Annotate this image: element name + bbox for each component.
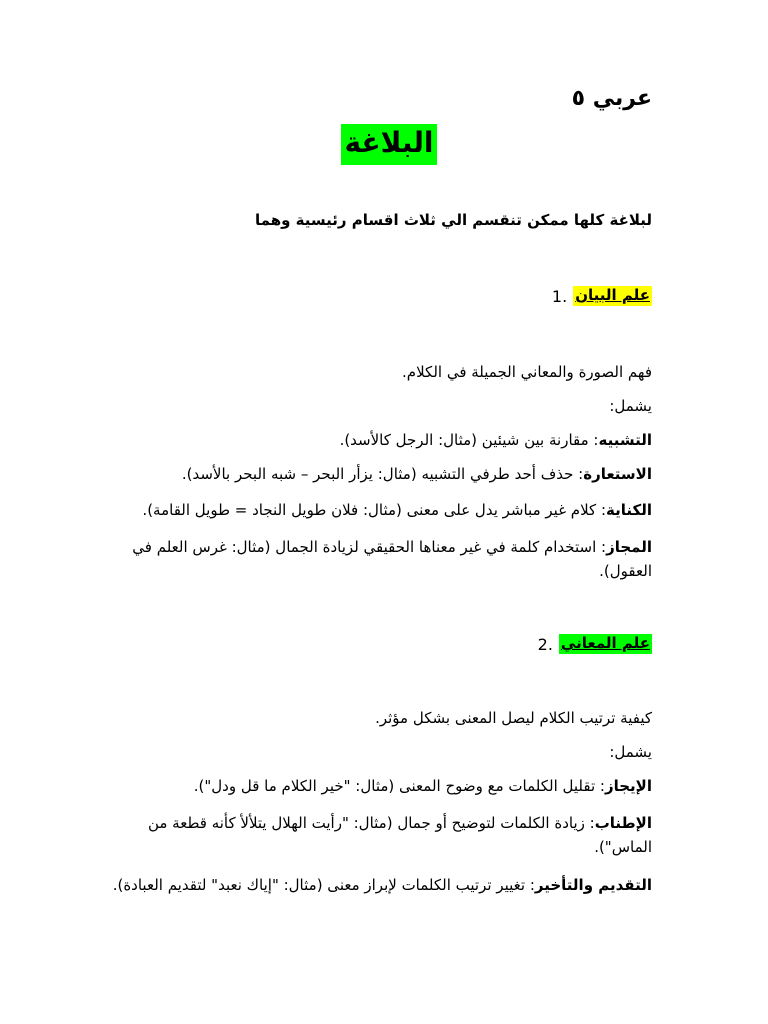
- section-1-item: [112, 535, 652, 583]
- item-term: الكناية: [606, 501, 652, 519]
- item-term: المجاز: [606, 538, 652, 556]
- section-1-item: [112, 498, 652, 522]
- section-2-item: [112, 873, 652, 897]
- item-text: : زيادة الكلمات لتوضيح أو جمال (مثال: "رأيت الهلال يتلألأ كأنه قطعة من الماس").: [147, 814, 652, 856]
- item-term: الاستعارة: [583, 465, 652, 483]
- item-term: التشبيه: [598, 431, 652, 449]
- course-label: عربي ٥: [571, 86, 652, 111]
- section-2-item: [112, 811, 652, 859]
- section-1-item: [112, 428, 652, 452]
- item-text: : استخدام كلمة في غير معناها الحقيقي لزيادة الجمال (مثال: غرس العلم في العقول).: [132, 538, 652, 580]
- section-1-item: [112, 462, 652, 486]
- section-1-includes-label: يشمل:: [609, 397, 652, 415]
- section-1-description: فهم الصورة والمعاني الجميلة في الكلام.: [402, 363, 652, 381]
- item-term: الإطناب: [594, 814, 652, 832]
- intro-text: لبلاغة كلها ممكن تنقسم الي ثلاث اقسام رئيسية وهما: [255, 211, 652, 229]
- item-term: التقديم والتأخير: [534, 876, 652, 894]
- item-text: : حذف أحد طرفي التشبيه (مثال: يزأر البحر – شبه البحر بالأسد).: [181, 465, 584, 483]
- section-2-description: كيفية ترتيب الكلام ليصل المعنى بشكل مؤثر.: [375, 709, 652, 727]
- item-term: الإيجاز: [604, 777, 652, 795]
- item-text: : مقارنة بين شيئين (مثال: الرجل كالأسد).: [339, 431, 599, 449]
- section-2-item: [112, 774, 652, 798]
- section-1-heading: [552, 286, 652, 306]
- section-2-number: 2.: [537, 634, 553, 654]
- section-2-includes-label: يشمل:: [609, 743, 652, 761]
- item-text: : تقليل الكلمات مع وضوح المعنى (مثال: "خير الكلام ما قل ودل").: [193, 777, 605, 795]
- section-2-heading: [538, 634, 652, 654]
- section-1-number: 1.: [551, 286, 568, 306]
- page-title: البلاغة: [341, 124, 438, 165]
- section-1-title: علم البيان: [575, 286, 650, 304]
- item-text: : تغيير ترتيب الكلمات لإبراز معنى (مثال: "إياك نعبد" لتقديم العبادة).: [112, 876, 535, 894]
- item-text: : كلام غير مباشر يدل على معنى (مثال: فلان طويل النجاد = طويل القامة).: [142, 501, 607, 519]
- section-2-title: علم المعاني: [560, 634, 650, 652]
- title-wrapper: [0, 124, 768, 165]
